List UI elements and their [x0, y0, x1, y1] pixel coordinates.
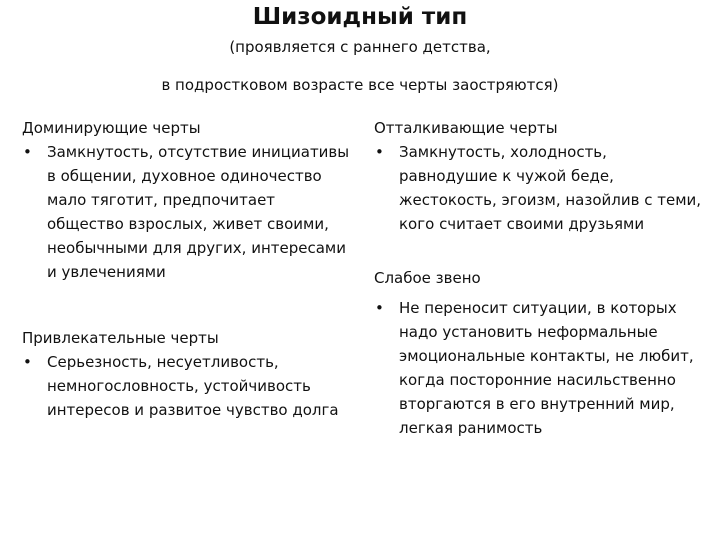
bullet-icon: • — [23, 143, 32, 161]
right-column — [374, 116, 704, 440]
attractive-traits-text: Серьезность, несуетливость, немногословность, устойчивость интересов и развитое чувство долга — [47, 353, 339, 419]
weak-link-heading: Слабое звено — [374, 269, 481, 287]
attractive-traits-heading: Привлекательные черты — [22, 329, 219, 347]
dominant-traits-heading: Доминирующие черты — [22, 119, 201, 137]
bullet-icon: • — [23, 353, 32, 371]
page-title: Шизоидный тип — [252, 4, 468, 30]
bullet-icon: • — [375, 143, 384, 161]
subtitle-line-2: в подростковом возрасте все черты заостряются) — [161, 76, 559, 94]
bullet-icon: • — [375, 299, 384, 317]
weak-link-item — [374, 296, 704, 440]
repelling-traits-item — [374, 140, 704, 236]
repelling-traits-text: Замкнутость, холодность, равнодушие к чужой беде, жестокость, эгоизм, назойлив с теми, кого считает своими друзьями — [399, 143, 702, 233]
subtitle-line-1: (проявляется с раннего детства, — [229, 38, 491, 56]
dominant-traits-text: Замкнутость, отсутствие инициативы в общении, духовное одиночество мало тяготит, предпочитает общество взрослых, живет своими, необычными для других, интересами и увлечениями — [47, 143, 350, 281]
dominant-traits-item — [22, 140, 352, 284]
weak-link-text: Не переносит ситуации, в которых надо установить неформальные эмоциональные контакты, не любит, когда посторонние насильственно вторгаются в его внутренний мир, легкая ранимость — [399, 299, 694, 437]
repelling-traits-heading: Отталкивающие черты — [374, 119, 558, 137]
left-column — [22, 116, 352, 422]
attractive-traits-item — [22, 350, 352, 422]
